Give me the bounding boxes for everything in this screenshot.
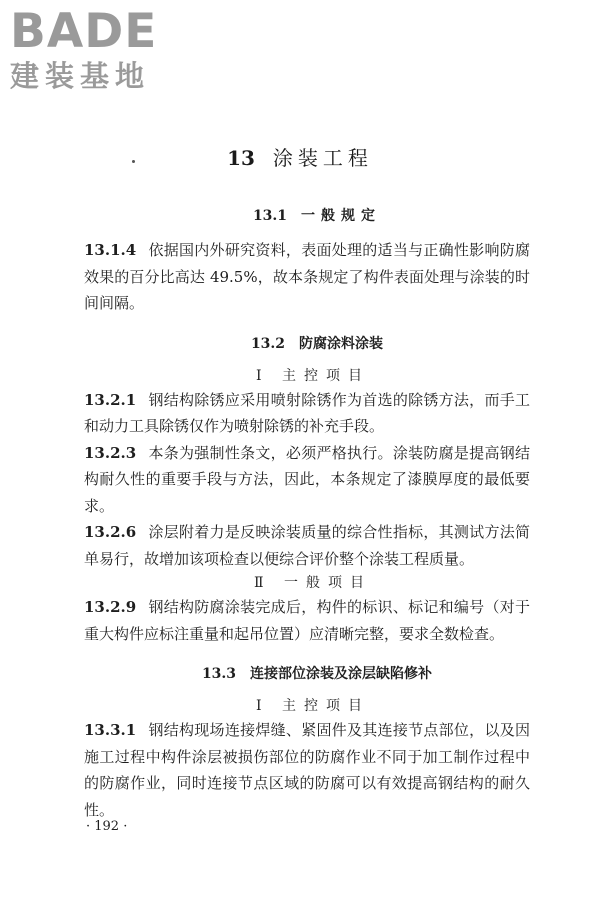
section-title: 连接部位涂装及涂层缺陷修补 (250, 666, 433, 682)
clause-paragraph (84, 440, 530, 520)
clause-number: 13.2.3 (84, 443, 137, 462)
clause-number: 13.2.1 (84, 390, 137, 409)
section-title: 一般规定 (301, 208, 382, 224)
section-heading (84, 661, 530, 687)
page-body (84, 203, 530, 823)
chapter-title (0, 144, 600, 172)
clause-text: 依据国内外研究资料，表面处理的适当与正确性影响防腐效果的百分比高达 49.5%，故本条规定了构件表面处理与涂装的时间间隔。 (84, 241, 530, 312)
clause-text: 钢结构现场连接焊缝、紧固件及其连接节点部位，以及因施工过程中构件涂层被损伤部位的防腐作业不同于加工制作过程中的防腐作业，同时连接节点区域的防腐可以有效提高钢结构的耐久性。 (84, 721, 530, 819)
clause-paragraph (84, 519, 530, 572)
chapter-number: 13 (227, 146, 255, 170)
clause-paragraph (84, 387, 530, 440)
section-title: 防腐涂料涂装 (299, 335, 384, 352)
section-number: 13.1 (252, 208, 288, 224)
clause-text: 钢结构除锈应采用喷射除锈作为首选的除锈方法，而手工和动力工具除锈仅作为喷射除锈的补充手段。 (84, 390, 530, 435)
clause-text: 钢结构防腐涂装完成后，构件的标识、标记和编号（对于重大构件应标注重量和起吊位置）应清晰完整，要求全数检查。 (84, 598, 530, 643)
clause-text: 本条为强制性条文，必须严格执行。涂装防腐是提高钢结构耐久性的重要手段与方法，因此，本条规定了漆膜厚度的最低要求。 (84, 443, 530, 515)
subsection-heading: Ⅰ 主控项目 (256, 367, 370, 384)
clause-number: 13.2.9 (84, 598, 137, 616)
logo-wordmark: BADE (10, 4, 158, 59)
clause-number: 13.1.4 (84, 241, 137, 259)
clause-paragraph (84, 594, 530, 647)
page-number: · 192 · (86, 819, 128, 834)
logo-subtitle: 建装基地 (10, 59, 151, 93)
clause-text: 涂层附着力是反映涂装质量的综合性指标，其测试方法简单易行，故增加该项检查以便综合评价整个涂装工程质量。 (84, 523, 530, 568)
clause-paragraph (84, 237, 530, 317)
clause-paragraph (84, 717, 530, 823)
subsection-heading: Ⅰ 主控项目 (256, 698, 370, 714)
clause-number: 13.2.6 (84, 523, 137, 541)
section-number: 13.2 (250, 335, 286, 352)
section-number: 13.3 (201, 666, 237, 682)
subsection-heading: Ⅱ 一般项目 (254, 575, 372, 591)
clause-number: 13.3.1 (84, 721, 137, 739)
watermark-logo (10, 6, 180, 94)
section-heading (84, 331, 530, 357)
chapter-title-text: 涂装工程 (272, 146, 373, 170)
section-heading (84, 203, 530, 229)
